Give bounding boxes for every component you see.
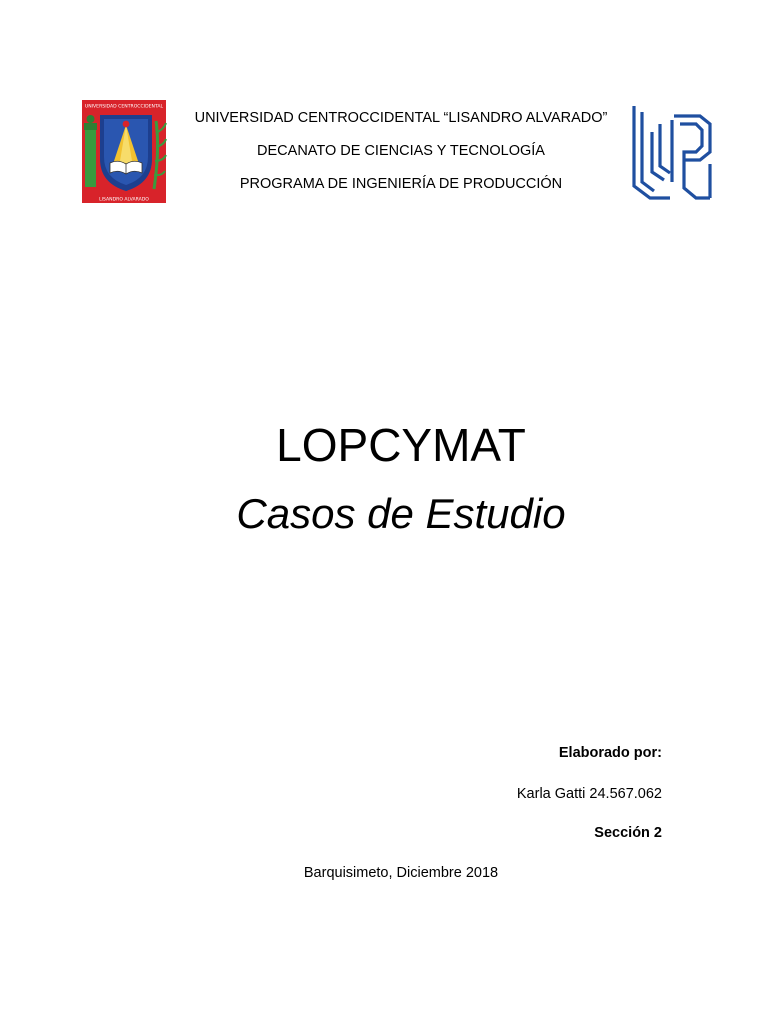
svg-text:UNIVERSIDAD CENTROCCIDENTAL: UNIVERSIDAD CENTROCCIDENTAL bbox=[84, 104, 164, 110]
deanery-name: DECANATO DE CIENCIAS Y TECNOLOGÍA bbox=[257, 143, 545, 159]
section-label: Sección 2 bbox=[594, 825, 662, 841]
program-name: PROGRAMA DE INGENIERÍA DE PRODUCCIÓN bbox=[239, 176, 563, 192]
elaborated-by-label: Elaborado por: bbox=[558, 745, 662, 761]
document-title: LOPCYMAT bbox=[276, 419, 526, 471]
document-subtitle: Casos de Estudio bbox=[236, 490, 566, 537]
university-name: UNIVERSIDAD CENTROCCIDENTAL “LISANDRO ALVARADO” bbox=[194, 110, 608, 126]
author-name: Karla Gatti 24.567.062 bbox=[516, 786, 662, 802]
svg-text:LISANDRO ALVARADO: LISANDRO ALVARADO bbox=[99, 197, 149, 203]
place-date: Barquisimeto, Diciembre 2018 bbox=[303, 865, 499, 881]
